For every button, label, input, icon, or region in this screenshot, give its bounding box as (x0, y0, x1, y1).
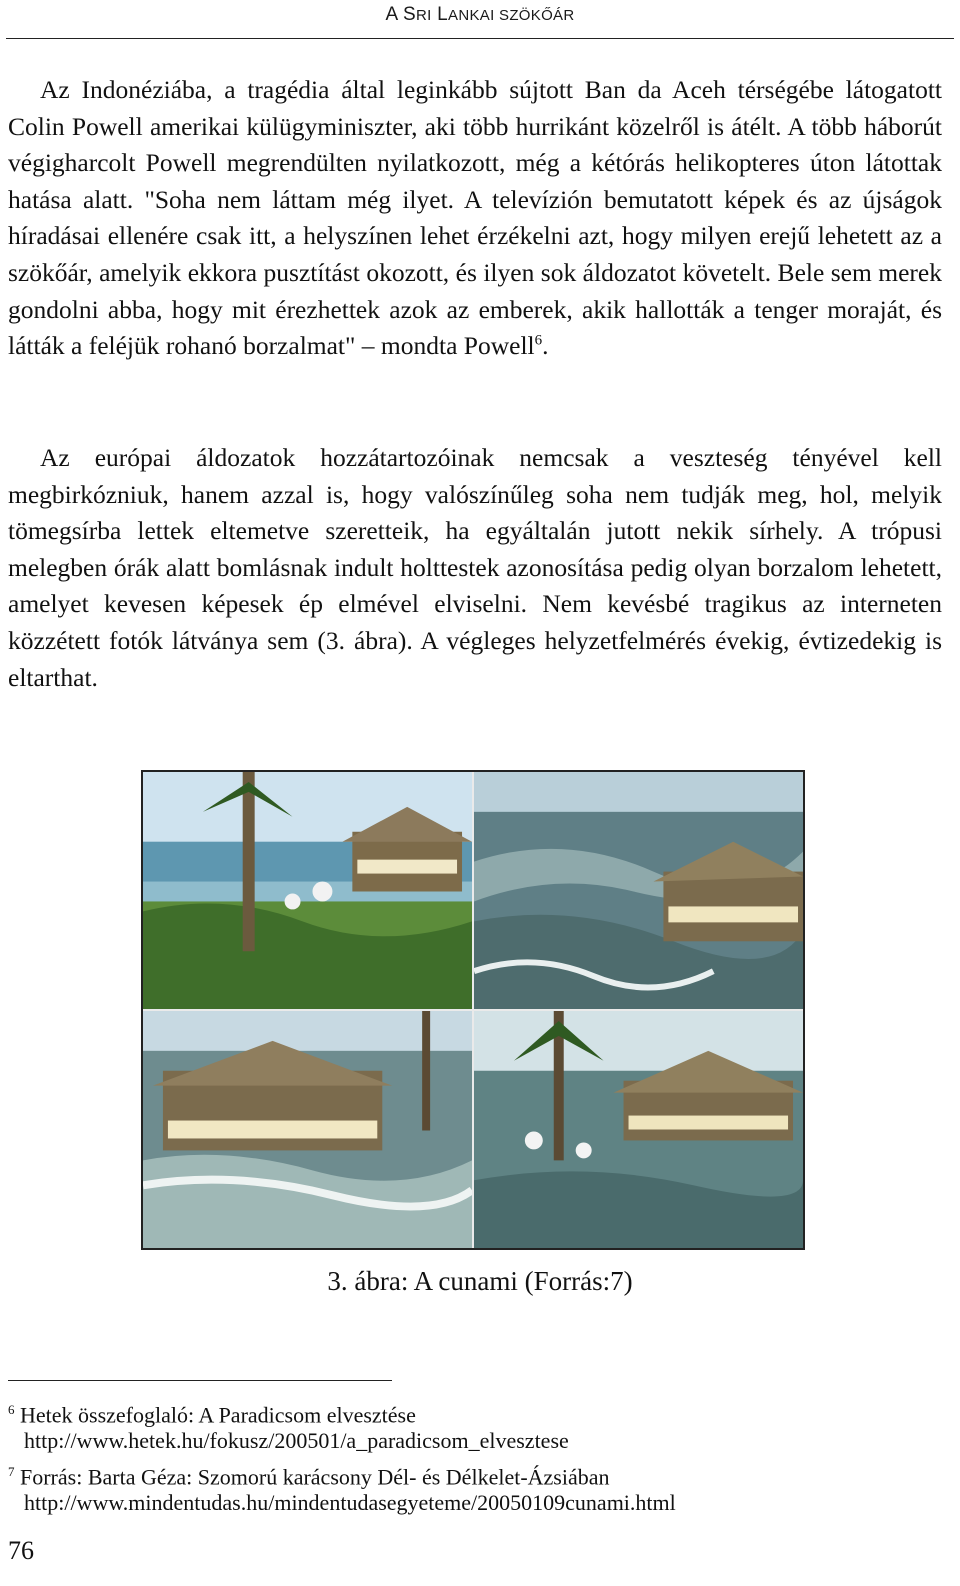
header-title-part: RI (415, 7, 432, 24)
footnote-number: 7 (8, 1464, 15, 1479)
footnote-6-url[interactable]: http://www.hetek.hu/fokusz/200501/a_paradicsom_elvesztese (24, 1428, 569, 1453)
footnote-6 (8, 1396, 416, 1429)
figure-caption: 3. ábra: A cunami (Forrás:7) (327, 1266, 633, 1296)
paragraph-european-victims (8, 440, 942, 696)
page-number: 76 (8, 1536, 34, 1565)
footnote-number: 6 (8, 1402, 15, 1417)
header-title-part: A S (385, 4, 416, 25)
header-title-part: ANKAI SZÖKŐÁR (448, 7, 575, 24)
tsunami-photo-1 (143, 772, 472, 1009)
footnote-divider (8, 1380, 392, 1381)
running-header-title (0, 4, 960, 26)
paragraph-powell-quote (8, 72, 942, 365)
running-header (0, 0, 960, 40)
paragraph-text: Az Indonéziába, a tragédia által leginkább sújtott Ban da Aceh térségébe látogatott Colin Powell amerikai külügyminiszter, aki több hurrikánt közelről is átélt. A több háborút végigharcolt Powell megrendülten nyilatkozott, még a kétórás helikopteres úton látottak hatása alatt. "Soha nem láttam még ilyet. A televízión bemutatott képek és az újságok híradásai ellenére csak itt, a helyszínen lehet érzékelni azt, hogy milyen erejű lehetett az a szökőár, amelyik ekkora pusztítást okozott, és ilyen sok áldozatot követelt. Bele sem merek gondolni abba, hogy mit érezhettek azok az emberek, akik hallották a tenger moraját, és látták a feléjük rohanó borzalmat" – mondta Powell (8, 75, 942, 361)
footnote-ref-6[interactable]: 6 (534, 332, 543, 349)
tsunami-photo-4 (474, 1011, 803, 1248)
resort-flooded-image (474, 1011, 803, 1248)
header-divider (6, 38, 954, 39)
wave-approach-image (474, 772, 803, 1009)
beach-scene-image (143, 772, 472, 1009)
wave-impact-image (143, 1011, 472, 1248)
footnote-text: Forrás: Barta Géza: Szomorú karácsony Dél- és Délkelet-Ázsiában (20, 1464, 610, 1490)
header-title-part: L (431, 4, 449, 25)
footnote-text: Hetek összefoglaló: A Paradicsom elvesztése (20, 1402, 416, 1428)
paragraph-tail: . (542, 331, 549, 361)
paragraph-text: Az európai áldozatok hozzátartozóinak nemcsak a veszteség tényével kell megbirkózniuk, hanem azzal is, hogy valószínűleg soha nem tudják meg, hol, melyik tömegsírba lettek eltemetve szeretteik, ha egyáltalán jutott nekik sírhely. A trópusi melegben órák alatt bomlásnak indult holttestek azonosítása pedig olyan borzalom lehetett, amelyet kevesen képesek ép elmével elviselni. Nem kevésbé tragikus az interneten közzétett fotók látványa sem (3. ábra). A végleges helyzetfelmérés évekig, évtizedekig is eltarthat. (8, 443, 942, 692)
tsunami-photo-3 (143, 1011, 472, 1248)
footnote-7 (8, 1458, 610, 1491)
tsunami-photo-2 (474, 772, 803, 1009)
tsunami-photo-grid (141, 770, 805, 1250)
footnote-7-url[interactable]: http://www.mindentudas.hu/mindentudasegyeteme/20050109cunami.html (24, 1490, 676, 1515)
